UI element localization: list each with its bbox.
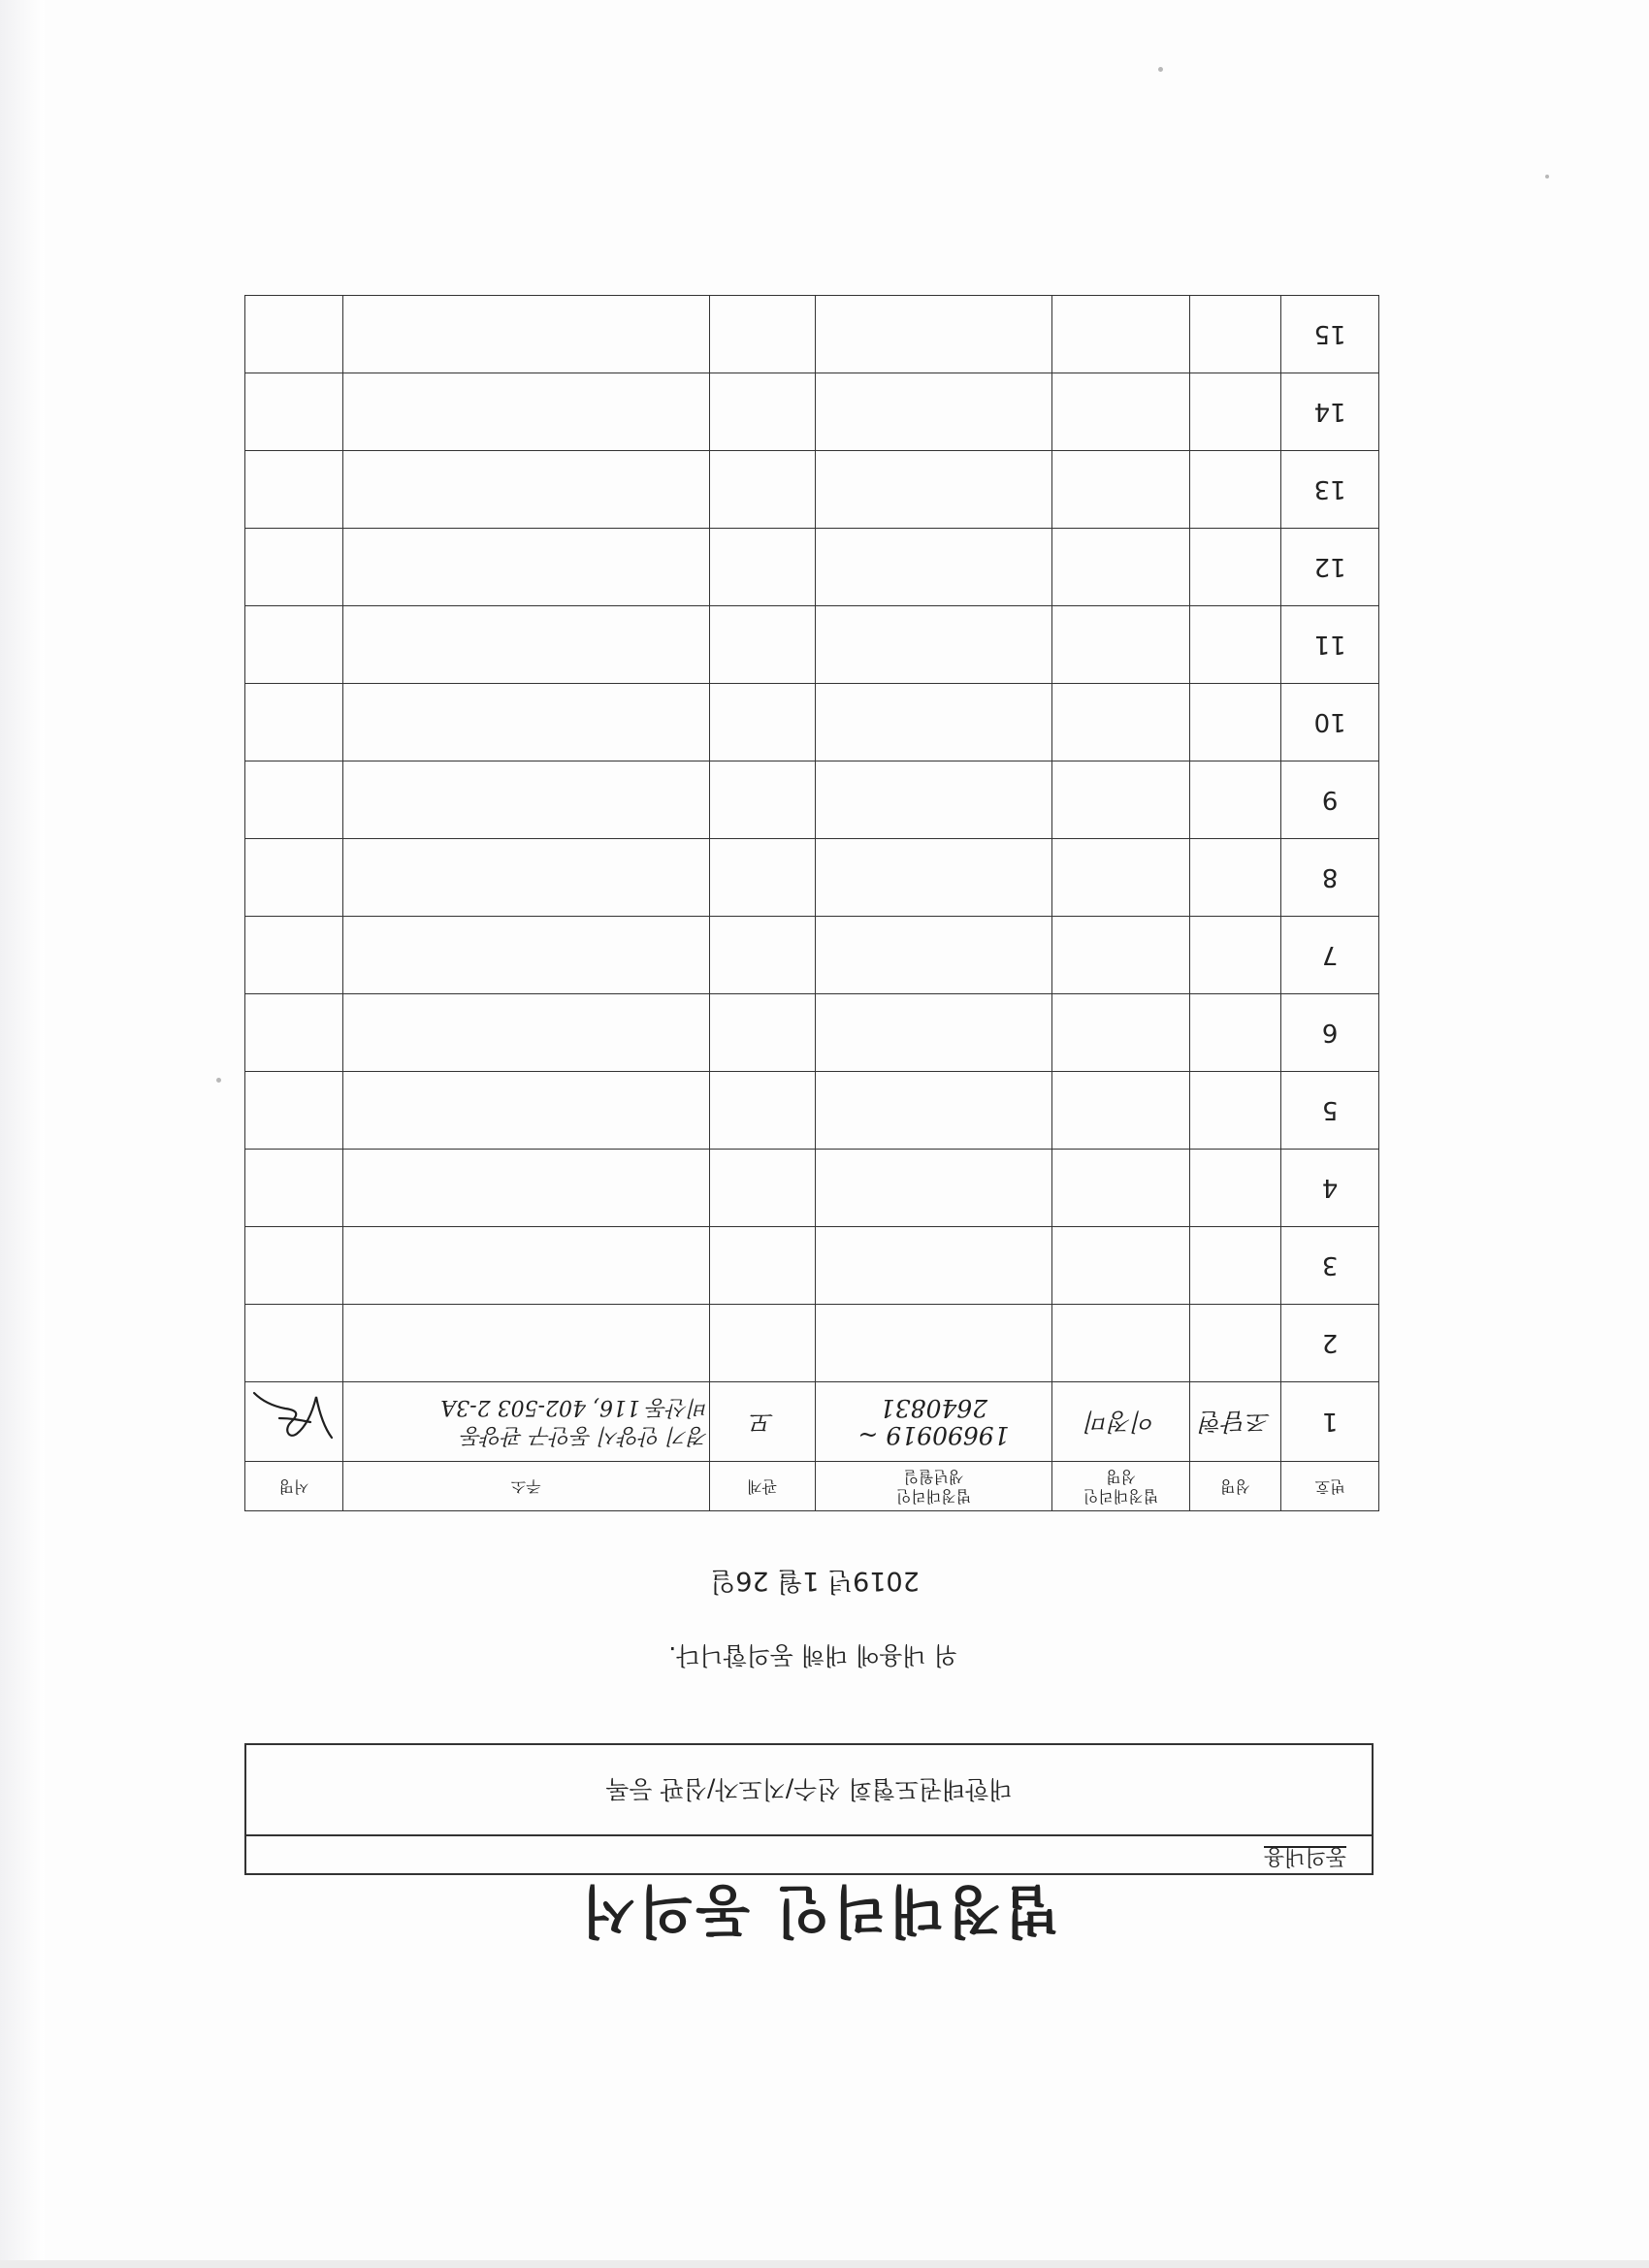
cell-guardian-name [1052, 839, 1189, 917]
cell-signature [245, 761, 343, 839]
table-row [245, 1227, 1379, 1305]
cell-name [1189, 1227, 1281, 1305]
cell-address [342, 606, 709, 684]
cell-name [1189, 684, 1281, 761]
header-name: 성명 [1189, 1462, 1281, 1511]
signature-scribble [250, 1387, 340, 1455]
cell-signature [245, 529, 343, 606]
cell-relation [709, 839, 815, 917]
cell-guardian-birth [815, 606, 1052, 684]
row-number: 1 [1281, 1382, 1379, 1462]
cell-relation [709, 296, 815, 373]
header-guardian-name: 법정대리인 성명 [1052, 1462, 1189, 1511]
cell-guardian-name [1052, 451, 1189, 529]
cell-guardian-name [1052, 373, 1189, 451]
page-title: 법정대리인 동의서 [578, 1878, 1059, 1944]
row-number: 7 [1281, 917, 1379, 994]
cell-relation [709, 606, 815, 684]
header-signature: 서명 [245, 1462, 343, 1511]
cell-guardian-birth [815, 296, 1052, 373]
cell-name [1189, 994, 1281, 1072]
cell-guardian-name: 이정미 [1052, 1382, 1189, 1462]
cell-guardian-name [1052, 917, 1189, 994]
cell-guardian-birth [815, 1305, 1052, 1382]
table-row [245, 994, 1379, 1072]
cell-name [1189, 1072, 1281, 1150]
cell-relation [709, 1227, 815, 1305]
cell-address [342, 1305, 709, 1382]
cell-name [1189, 529, 1281, 606]
cell-relation [709, 529, 815, 606]
table-row [245, 451, 1379, 529]
cell-address [342, 529, 709, 606]
cell-relation [709, 1150, 815, 1227]
row-number: 3 [1281, 1227, 1379, 1305]
cell-signature [245, 1227, 343, 1305]
scan-speck [1545, 175, 1549, 178]
guardian-table [244, 295, 1379, 1511]
cell-relation [709, 1305, 815, 1382]
cell-signature [245, 606, 343, 684]
cell-guardian-name [1052, 1227, 1189, 1305]
cell-signature [245, 1150, 343, 1227]
cell-address [342, 1072, 709, 1150]
cell-guardian-birth [815, 839, 1052, 917]
cell-relation [709, 1072, 815, 1150]
cell-guardian-birth [815, 761, 1052, 839]
cell-signature [245, 684, 343, 761]
row-number: 14 [1281, 373, 1379, 451]
cell-guardian-name [1052, 1150, 1189, 1227]
cell-name: 조담현 [1189, 1382, 1281, 1462]
row-number: 4 [1281, 1150, 1379, 1227]
cell-address [342, 1227, 709, 1305]
cell-address: 경기 안양시 동안구 관양동 비산동 116, 402-503 2-3A [342, 1382, 709, 1462]
header-address: 주소 [342, 1462, 709, 1511]
cell-address [342, 761, 709, 839]
cell-signature [245, 1382, 343, 1462]
cell-signature [245, 839, 343, 917]
cell-address [342, 451, 709, 529]
cell-name [1189, 761, 1281, 839]
cell-address [342, 373, 709, 451]
cell-guardian-name [1052, 529, 1189, 606]
table-header-row [245, 1462, 1379, 1511]
cell-guardian-name [1052, 1305, 1189, 1382]
cell-signature [245, 451, 343, 529]
cell-guardian-name [1052, 606, 1189, 684]
row-number: 6 [1281, 994, 1379, 1072]
table-row [245, 917, 1379, 994]
cell-guardian-birth [815, 451, 1052, 529]
cell-guardian-birth [815, 994, 1052, 1072]
table-row [245, 296, 1379, 373]
table-row [245, 606, 1379, 684]
cell-address [342, 684, 709, 761]
header-relation: 관계 [709, 1462, 815, 1511]
cell-name [1189, 451, 1281, 529]
document-date: 2019년 1월 26일 [710, 1566, 920, 1596]
row-number: 13 [1281, 451, 1379, 529]
row-number: 8 [1281, 839, 1379, 917]
cell-relation [709, 451, 815, 529]
cell-guardian-birth [815, 684, 1052, 761]
row-number: 12 [1281, 529, 1379, 606]
table-row [245, 761, 1379, 839]
cell-guardian-birth [815, 1150, 1052, 1227]
cell-relation [709, 917, 815, 994]
cell-guardian-birth [815, 529, 1052, 606]
table-row [245, 1382, 1379, 1462]
scan-speck [216, 1078, 221, 1083]
cell-signature [245, 296, 343, 373]
cell-signature [245, 1072, 343, 1150]
scan-edge-top [0, 2260, 1649, 2268]
table-body [245, 296, 1379, 1462]
cell-relation [709, 373, 815, 451]
cell-signature [245, 994, 343, 1072]
header-guardian-birth: 법정대리인 생년월일 [815, 1462, 1052, 1511]
table-row [245, 1150, 1379, 1227]
row-number: 11 [1281, 606, 1379, 684]
cell-guardian-name [1052, 761, 1189, 839]
table-row [245, 839, 1379, 917]
cell-guardian-birth [815, 917, 1052, 994]
cell-relation: 모 [709, 1382, 815, 1462]
cell-guardian-birth [815, 373, 1052, 451]
cell-name [1189, 373, 1281, 451]
table-row [245, 1305, 1379, 1382]
cell-address [342, 839, 709, 917]
cell-address [342, 1150, 709, 1227]
cell-signature [245, 917, 343, 994]
table-row [245, 684, 1379, 761]
scan-speck [1158, 67, 1163, 72]
cell-guardian-birth [815, 1227, 1052, 1305]
cell-guardian-name [1052, 1072, 1189, 1150]
row-number: 5 [1281, 1072, 1379, 1150]
cell-signature [245, 373, 343, 451]
cell-name [1189, 839, 1281, 917]
consent-box [244, 1743, 1374, 1875]
cell-name [1189, 606, 1281, 684]
cell-guardian-birth: 19690919 ~ 2640831 [815, 1382, 1052, 1462]
consent-header: 동의내용 [246, 1834, 1372, 1873]
cell-signature [245, 1305, 343, 1382]
cell-guardian-name [1052, 994, 1189, 1072]
cell-address [342, 917, 709, 994]
cell-name [1189, 1305, 1281, 1382]
row-number: 15 [1281, 296, 1379, 373]
cell-relation [709, 684, 815, 761]
cell-relation [709, 994, 815, 1072]
cell-guardian-birth [815, 1072, 1052, 1150]
cell-name [1189, 1150, 1281, 1227]
header-number: 번호 [1281, 1462, 1379, 1511]
table-row [245, 1072, 1379, 1150]
row-number: 9 [1281, 761, 1379, 839]
cell-guardian-name [1052, 684, 1189, 761]
cell-address [342, 296, 709, 373]
consent-text: 대한태권도협회 선수/지도자/심판 등록 [605, 1775, 1013, 1803]
row-number: 10 [1281, 684, 1379, 761]
cell-relation [709, 761, 815, 839]
cell-name [1189, 917, 1281, 994]
table-row [245, 373, 1379, 451]
table-row [245, 529, 1379, 606]
cell-guardian-name [1052, 296, 1189, 373]
cell-address [342, 994, 709, 1072]
agree-sentence: 위 내용에 대해 동의합니다. [668, 1641, 957, 1669]
row-number: 2 [1281, 1305, 1379, 1382]
cell-name [1189, 296, 1281, 373]
